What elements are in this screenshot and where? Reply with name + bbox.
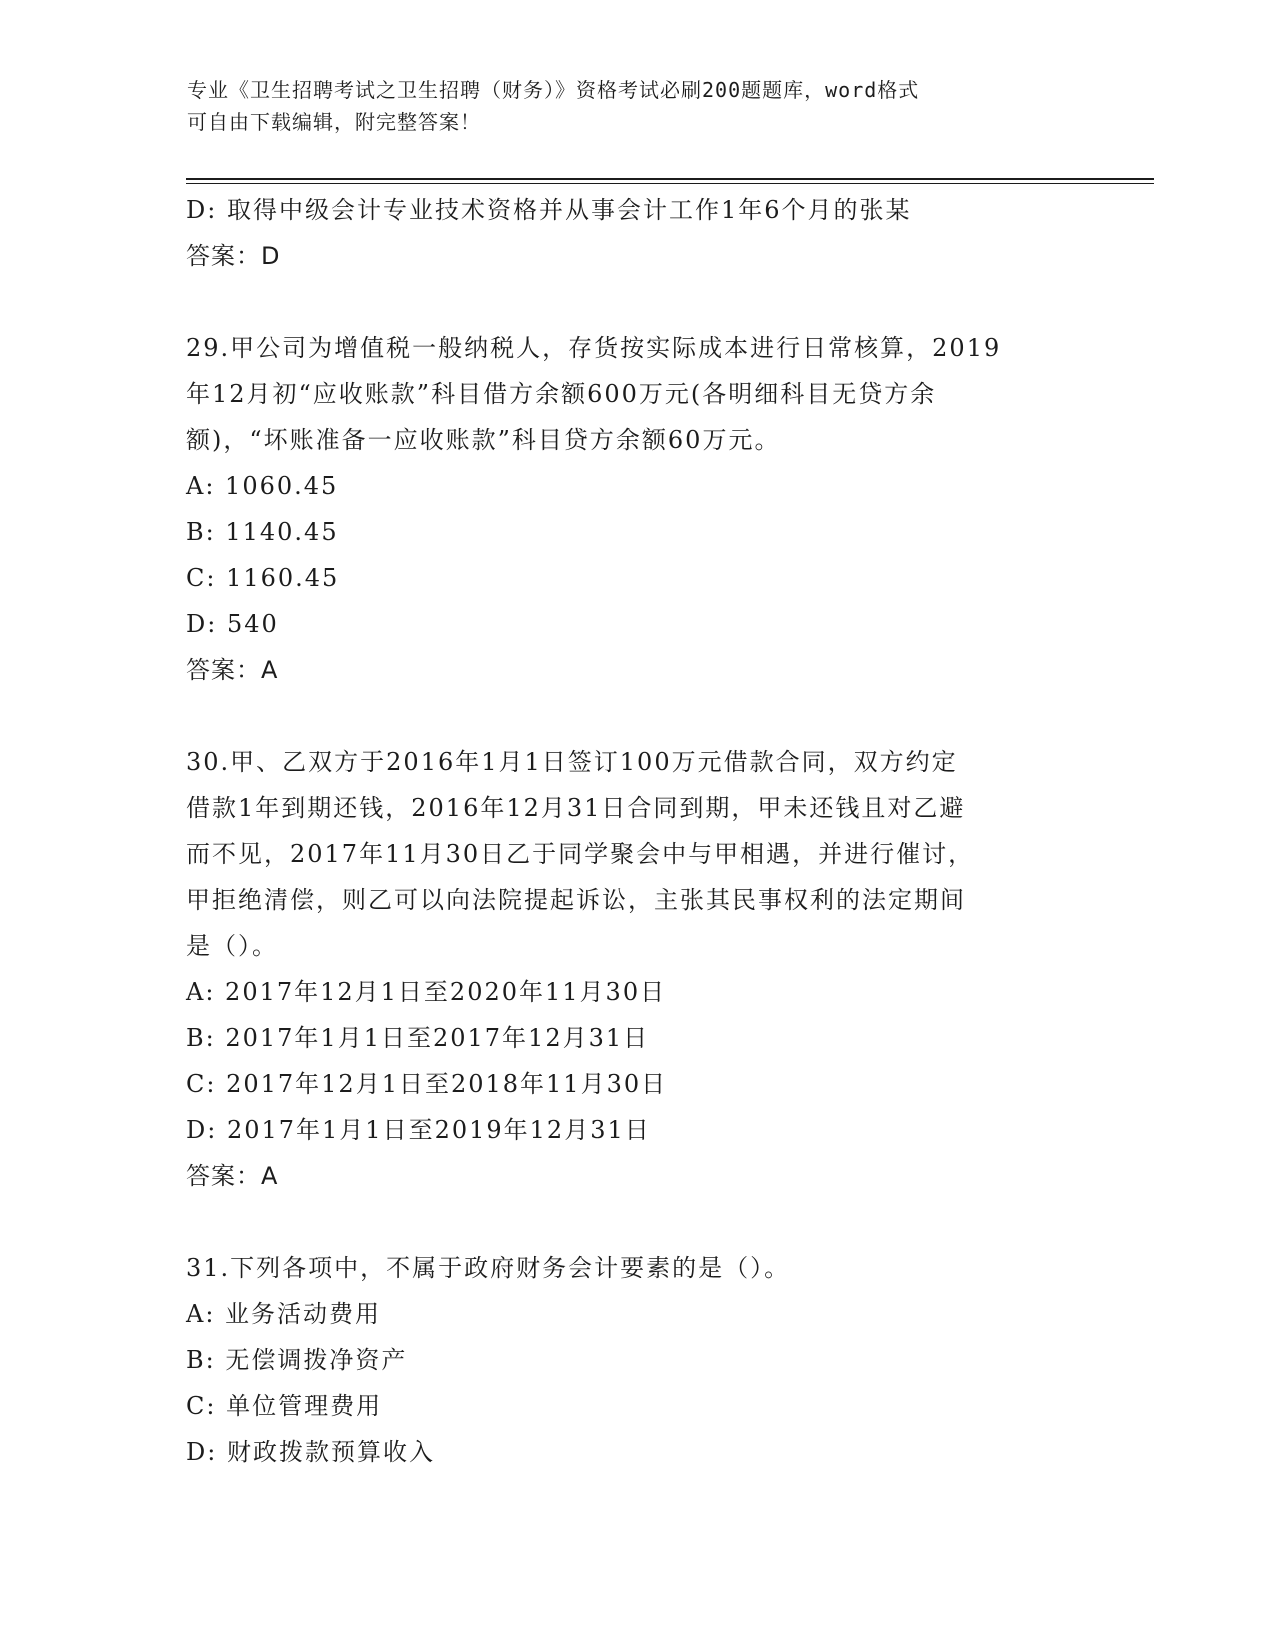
q28-option-d: D: 取得中级会计专业技术资格并从事会计工作1年6个月的张某 (186, 196, 912, 224)
header-divider-thick (186, 178, 1154, 180)
q30-option-c: C: 2017年12月1日至2018年11月30日 (186, 1070, 668, 1098)
q28-answer: 答案：D (186, 242, 281, 270)
spacer (186, 279, 1066, 325)
q29-stem-line-2: 年12月初“应收账款”科目借方余额600万元(各明细科目无贷方余 (186, 380, 937, 408)
header-divider-thin (186, 183, 1154, 184)
q31-stem-line-1: 31.下列各项中，不属于政府财务会计要素的是（）。 (186, 1254, 791, 1282)
question-30 (186, 739, 1066, 1199)
q31-option-a: A: 业务活动费用 (186, 1300, 382, 1328)
q30-stem-line-2: 借款1年到期还钱，2016年12月31日合同到期，甲未还钱且对乙避 (186, 794, 966, 822)
q30-option-b: B: 2017年1月1日至2017年12月31日 (186, 1024, 650, 1052)
spacer (186, 693, 1066, 739)
header-line-1: 专业《卫生招聘考试之卫生招聘（财务）》资格考试必刷200题题库，word格式 (187, 78, 920, 102)
q31-option-c: C: 单位管理费用 (186, 1392, 383, 1420)
q31-option-b: B: 无偿调拨净资产 (186, 1346, 408, 1374)
q29-option-d: D: 540 (186, 610, 279, 638)
q29-answer: 答案：A (186, 656, 279, 684)
q30-answer: 答案：A (186, 1162, 279, 1190)
q30-stem-line-4: 甲拒绝清偿，则乙可以向法院提起诉讼，主张其民事权利的法定期间 (186, 886, 966, 914)
document-header (187, 74, 1087, 138)
header-line-2: 可自由下载编辑，附完整答案！ (187, 110, 481, 134)
q30-stem-line-5: 是（）。 (186, 932, 278, 960)
q31-option-d: D: 财政拨款预算收入 (186, 1438, 435, 1466)
q30-stem-line-3: 而不见，2017年11月30日乙于同学聚会中与甲相遇，并进行催讨， (186, 840, 975, 868)
q29-stem-line-1: 29.甲公司为增值税一般纳税人，存货按实际成本进行日常核算，2019 (186, 334, 1002, 362)
q29-option-a: A: 1060.45 (186, 472, 339, 500)
q29-stem-line-3: 额)，“坏账准备一应收账款”科目贷方余额60万元。 (186, 426, 781, 454)
q29-option-c: C: 1160.45 (186, 564, 340, 592)
q30-option-a: A: 2017年12月1日至2020年11月30日 (186, 978, 667, 1006)
q30-option-d: D: 2017年1月1日至2019年12月31日 (186, 1116, 651, 1144)
spacer (186, 1199, 1066, 1245)
question-31 (186, 1245, 1066, 1475)
q30-stem-line-1: 30.甲、乙双方于2016年1月1日签订100万元借款合同，双方约定 (186, 748, 958, 776)
question-29 (186, 325, 1066, 693)
document-body (186, 187, 1066, 1475)
q29-option-b: B: 1140.45 (186, 518, 339, 546)
